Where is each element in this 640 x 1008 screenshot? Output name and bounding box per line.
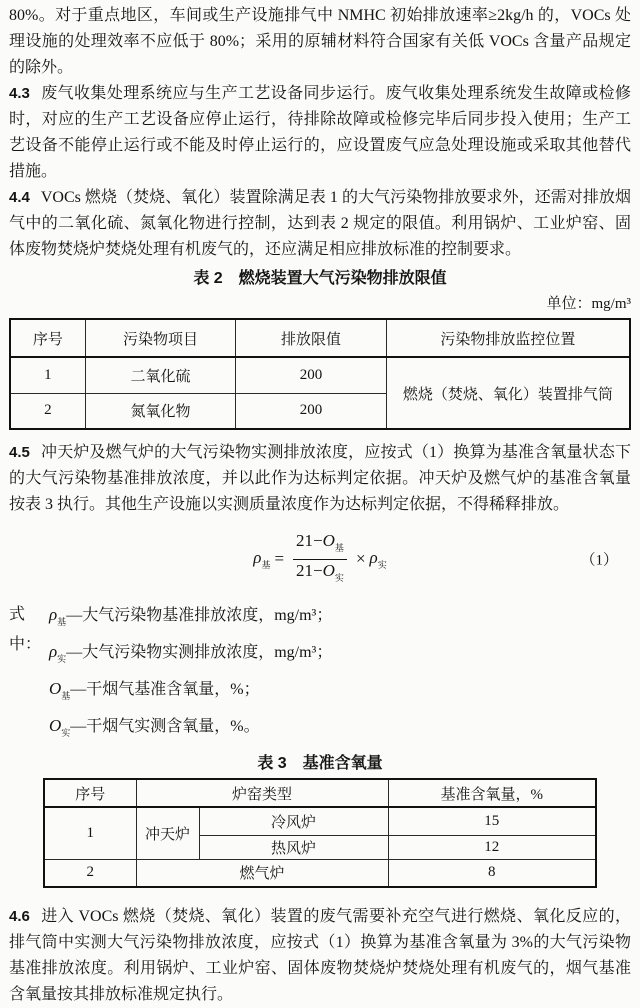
table-2-header-no: 序号 <box>10 319 85 357</box>
section-4-4-text: VOCs 燃烧（焚烧、氧化）装置除满足表 1 的大气污染物排放要求外，还需对排放烟气中的二氧化硫、氮氧化物进行控制，达到表 2 规定的限值。利用锅炉、工业炉窑、固体废物焚烧炉焚烧处理有机废气的，还应满足相应排放标准的控制要求。 <box>9 189 631 258</box>
list-item: $\rho_基—$大气污染物基准排放浓度，mg/m³； <box>49 605 333 627</box>
multiply-sign: × <box>355 549 366 568</box>
rho-base-symbol: ρ <box>253 547 262 567</box>
where-label: 式中： <box>9 606 42 653</box>
section-4-6-text: 进入 VOCs 燃烧（焚烧、氧化）装置的废气需要补充空气进行燃烧、氧化反应的，排气筒中实测大气污染物排放浓度，应按式（1）换算为基准含氧量为 3%的大气污染物基准排放浓度。利用锅炉、工业炉窑、固体废物焚烧炉焚烧处理有机废气的，烟气基准含氧量按其排放标准规定执行。 <box>9 908 631 1003</box>
where-items <box>49 600 332 748</box>
section-4-6 <box>9 904 631 1008</box>
section-4-4 <box>9 185 631 263</box>
table-2-cell-pollutant-2: 氮氧化物 <box>85 393 235 429</box>
formula-where-block <box>9 600 631 748</box>
intro-paragraph: 80%。对于重点地区，车间或生产设施排气中 NMHC 初始排放速率≥2kg/h 的，VOCs 处理设施的处理效率不应低于 80%；采用的原辅材料符合国家有关低 VOCs 含量产品规定的除外。 <box>9 7 631 76</box>
table-3-cell-oxygen-12: 12 <box>388 835 596 859</box>
table-3-title: 表 3 基准含氧量 <box>257 755 383 772</box>
table-row <box>10 357 630 393</box>
table-3 <box>43 778 597 888</box>
equals-sign: = <box>274 549 285 568</box>
section-4-3 <box>9 81 631 185</box>
formula-rhs: $\rho_实$ <box>369 547 387 570</box>
rho-measured-symbol: ρ <box>49 642 58 661</box>
table-2-cell-no-1: 1 <box>10 357 85 393</box>
table-2-header-limit: 排放限值 <box>236 319 386 357</box>
section-4-5-text: 冲天炉及燃气炉的大气污染物实测排放浓度，应按式（1）换算为基准含氧量状态下的大气污染物基准排放浓度，并以此作为达标判定依据。冲天炉及燃气炉的基准含氧量按表 3 执行。其他生产设施以实测质量浓度作为达标判定依据，不得稀释排放。 <box>9 444 631 513</box>
list-item: $\rho_实—$大气污染物实测排放浓度，mg/m³； <box>49 642 333 664</box>
table-2-header-pollutant: 污染物项目 <box>85 319 235 357</box>
rho-base-symbol: ρ <box>49 605 58 624</box>
section-4-5-number: 4.5 <box>9 444 30 461</box>
table-3-header-oxygen: 基准含氧量，% <box>388 779 596 807</box>
table-2-title: 表 2 燃烧装置大气污染物排放限值 <box>193 270 447 287</box>
section-4-3-text: 废气收集处理系统应与生产工艺设备同步运行。废气收集处理系统发生故障或检修时，对应的生产工艺设备应停止运行，待排除故障或检修完毕后同步投入使用；生产工艺设备不能停止运行或不能及时停止运行的，应设置废气应急处理设施或采取其他替代措施。 <box>9 85 631 180</box>
table-3-cell-cupola: 冲天炉 <box>136 807 199 859</box>
formula-lhs: $\rho_基$ <box>253 547 271 570</box>
section-4-3-number: 4.3 <box>9 85 30 102</box>
table-row <box>44 807 596 835</box>
table-2 <box>9 318 631 430</box>
rho-measured-symbol: ρ <box>369 547 378 567</box>
table-3-cell-oxygen-8: 8 <box>388 859 596 887</box>
oxygen-base-symbol: O <box>322 530 335 550</box>
table-3-cell-hot-blast: 热风炉 <box>199 835 388 859</box>
table-2-cell-limit-2: 200 <box>236 393 386 429</box>
table-3-cell-no-1: 1 <box>44 807 136 859</box>
table-2-cell-pollutant-1: 二氧化硫 <box>85 357 235 393</box>
table-3-cell-cold-blast: 冷风炉 <box>199 807 388 835</box>
list-item: $O_实—$干烟气实测含氧量，%。 <box>49 716 260 738</box>
formula-fraction <box>293 531 347 588</box>
oxygen-measured-symbol: O <box>322 560 335 580</box>
table-2-unit-label: 单位：mg/m³ <box>546 296 631 312</box>
section-4-5 <box>9 440 631 518</box>
table-3-header-furnace-type: 炉窑类型 <box>136 779 388 807</box>
section-4-4-number: 4.4 <box>9 189 30 206</box>
table-2-header-monitor: 污染物排放监控位置 <box>386 319 630 357</box>
table-3-cell-oxygen-15: 15 <box>388 807 596 835</box>
section-4-6-number: 4.6 <box>9 908 30 925</box>
list-item: $O_基—$干烟气基准含氧量，%； <box>49 679 260 701</box>
table-2-cell-no-2: 2 <box>10 393 85 429</box>
table-2-cell-limit-1: 200 <box>236 357 386 393</box>
fraction-numerator: $21-O_基$ <box>293 531 347 560</box>
oxygen-measured-symbol: O <box>49 716 62 735</box>
equation-number: （1） <box>580 552 618 569</box>
fraction-denominator: $21-O_实$ <box>296 560 344 583</box>
formula-1 <box>9 530 631 588</box>
table-3-header-no: 序号 <box>44 779 136 807</box>
oxygen-base-symbol: O <box>49 679 62 698</box>
table-3-cell-gas-furnace: 燃气炉 <box>136 859 388 887</box>
table-2-header-row <box>10 319 630 357</box>
table-2-cell-monitor-location: 燃烧（焚烧、氧化）装置排气筒 <box>386 357 630 429</box>
table-row <box>44 859 596 887</box>
table-3-header-row <box>44 779 596 807</box>
table-3-cell-no-2: 2 <box>44 859 136 887</box>
